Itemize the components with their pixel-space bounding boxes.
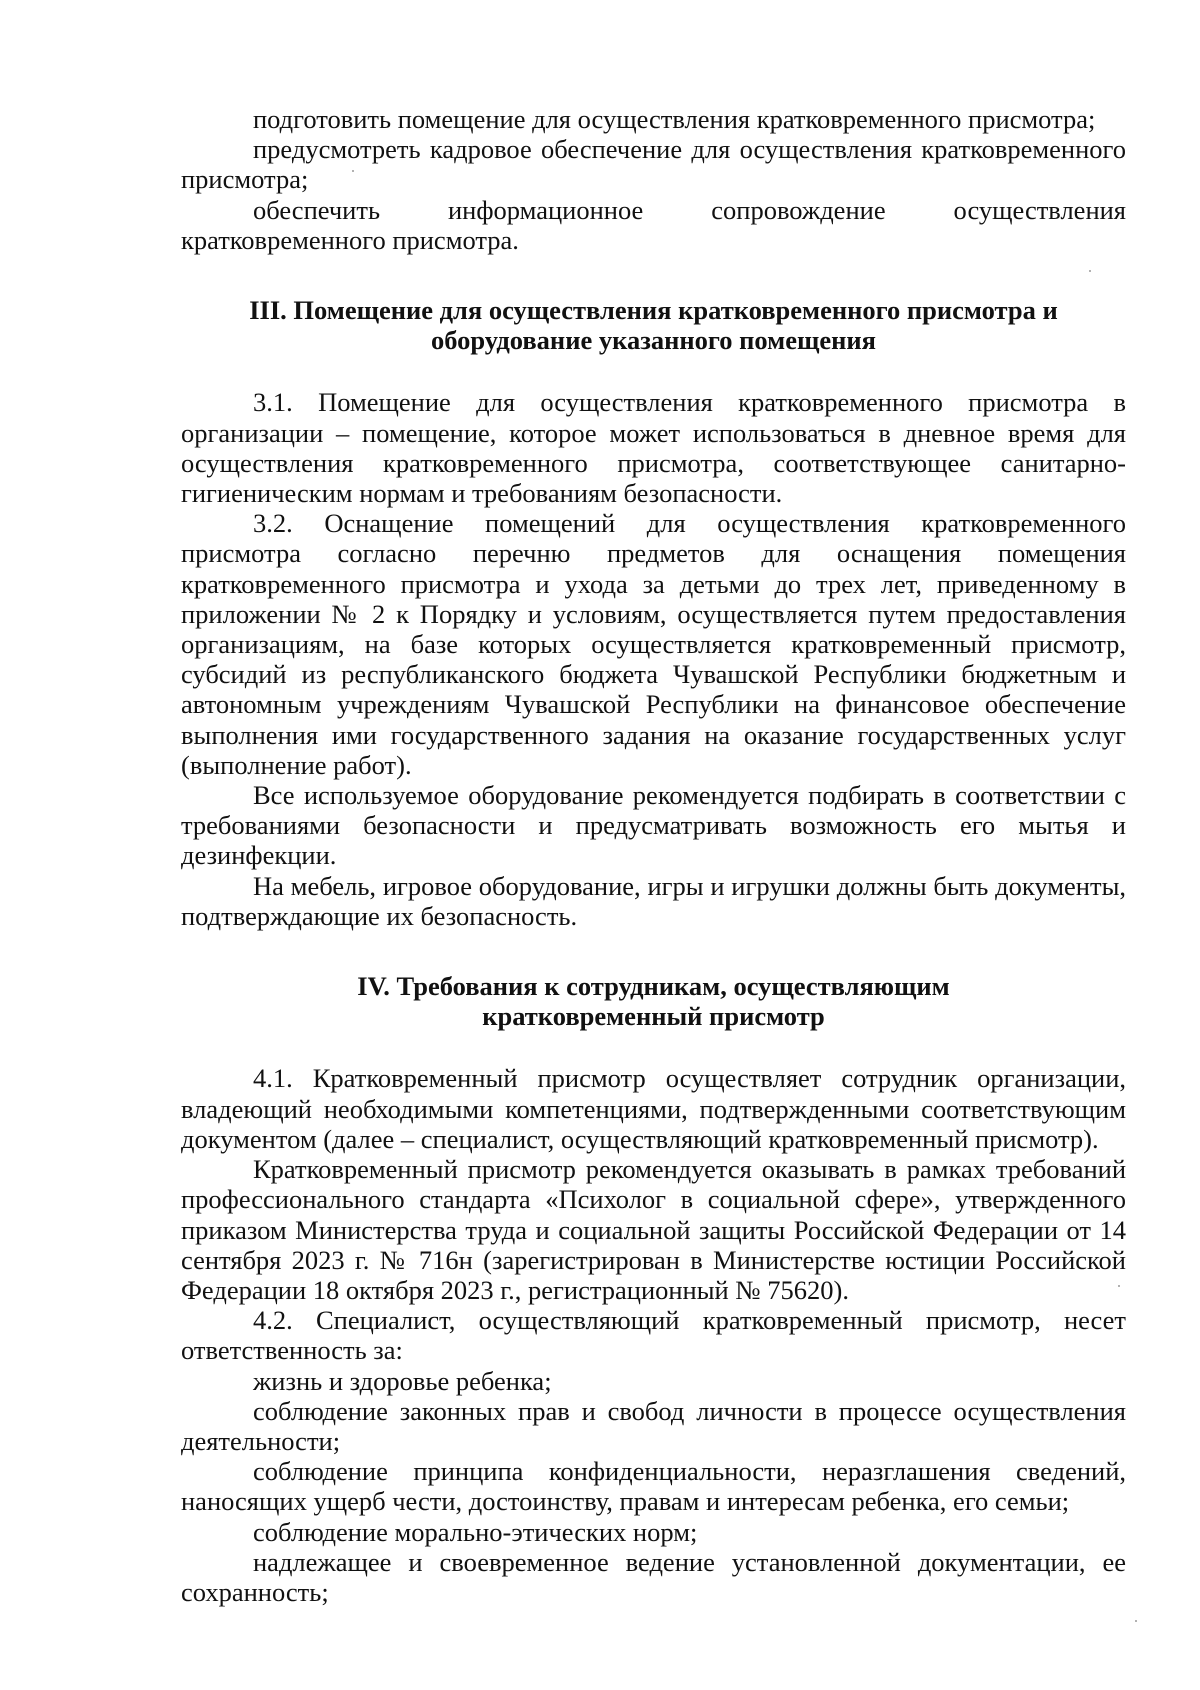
section-4-list-item: соблюдение принципа конфиденциальности, неразглашения сведений, наносящих ущерб чести, достоинству, правам и интересам ребенка, его семьи; xyxy=(181,1456,1126,1517)
scan-speck xyxy=(1089,270,1091,272)
intro-item: обеспечить информационное сопровождение осуществления кратковременного присмотра. xyxy=(181,194,1126,255)
intro-item: предусмотреть кадровое обеспечение для осуществления кратковременного присмотра; xyxy=(181,134,1126,195)
section-3-heading-line-1: III. Помещение для осуществления кратковременного присмотра и xyxy=(249,295,1058,326)
section-4-list-item: соблюдение законных прав и свобод личности в процессе осуществления деятельности; xyxy=(181,1395,1126,1456)
section-4-list-item: соблюдение морально-этических норм; xyxy=(253,1516,698,1547)
intro-item: подготовить помещение для осуществления кратковременного присмотра; xyxy=(253,104,1096,134)
section-4-list-item: жизнь и здоровье ребенка; xyxy=(253,1365,552,1396)
section-4-paragraph: Кратковременный присмотр рекомендуется оказывать в рамках требований профессионального стандарта «Психолог в социальной сфере», утвержденного приказом Министерства труда и социальной защиты Российской Федерации от 14 сентября 2023 г. № 716н (зарегистрирован в Министерстве юстиции Российской Федерации 18 октября 2023 г., регистрационный № 75620). xyxy=(181,1154,1126,1305)
section-4-heading-line-1: IV. Требования к сотрудникам, осуществляющим xyxy=(357,971,950,1002)
scan-speck xyxy=(1118,1285,1120,1287)
document-page xyxy=(181,104,1126,1607)
section-3-paragraph: 3.2. Оснащение помещений для осуществления кратковременного присмотра согласно перечню предметов для оснащения помещения кратковременного присмотра и ухода за детьми до трех лет, приведенному в приложении № 2 к Порядку и условиям, осуществляется путем предоставления организациям, на базе которых осуществляется кратковременный присмотр, субсидий из республиканского бюджета Чувашской Республики бюджетным и автономным учреждениям Чувашской Республики на финансовое обеспечение выполнения ими государственного задания на оказание государственных услуг (выполнение работ). xyxy=(181,508,1126,780)
scan-speck xyxy=(352,170,354,172)
section-3-heading xyxy=(181,295,1126,355)
section-4-paragraph: 4.2. Специалист, осуществляющий кратковременный присмотр, несет ответственность за: xyxy=(181,1305,1126,1366)
scan-speck xyxy=(1135,1620,1137,1622)
section-4-heading-line-2: кратковременный присмотр xyxy=(482,1001,825,1032)
section-3-paragraph: На мебель, игровое оборудование, игры и игрушки должны быть документы, подтверждающие их безопасность. xyxy=(181,870,1126,931)
section-4-heading xyxy=(181,971,1126,1031)
section-3-paragraph: Все используемое оборудование рекомендуется подбирать в соответствии с требованиями безопасности и предусматривать возможность его мытья и дезинфекции. xyxy=(181,780,1126,871)
section-4-list-item: надлежащее и своевременное ведение установленной документации, ее сохранность; xyxy=(181,1546,1126,1607)
section-3-paragraph: 3.1. Помещение для осуществления кратковременного присмотра в организации – помещение, которое может использоваться в дневное время для осуществления кратковременного присмотра, соответствующее санитарно-гигиеническим нормам и требованиям безопасности. xyxy=(181,387,1126,509)
section-3-heading-line-2: оборудование указанного помещения xyxy=(431,325,876,356)
section-4-paragraph: 4.1. Кратковременный присмотр осуществляет сотрудник организации, владеющий необходимыми компетенциями, подтвержденными соответствующим документом (далее – специалист, осуществляющий кратковременный присмотр). xyxy=(181,1063,1126,1154)
